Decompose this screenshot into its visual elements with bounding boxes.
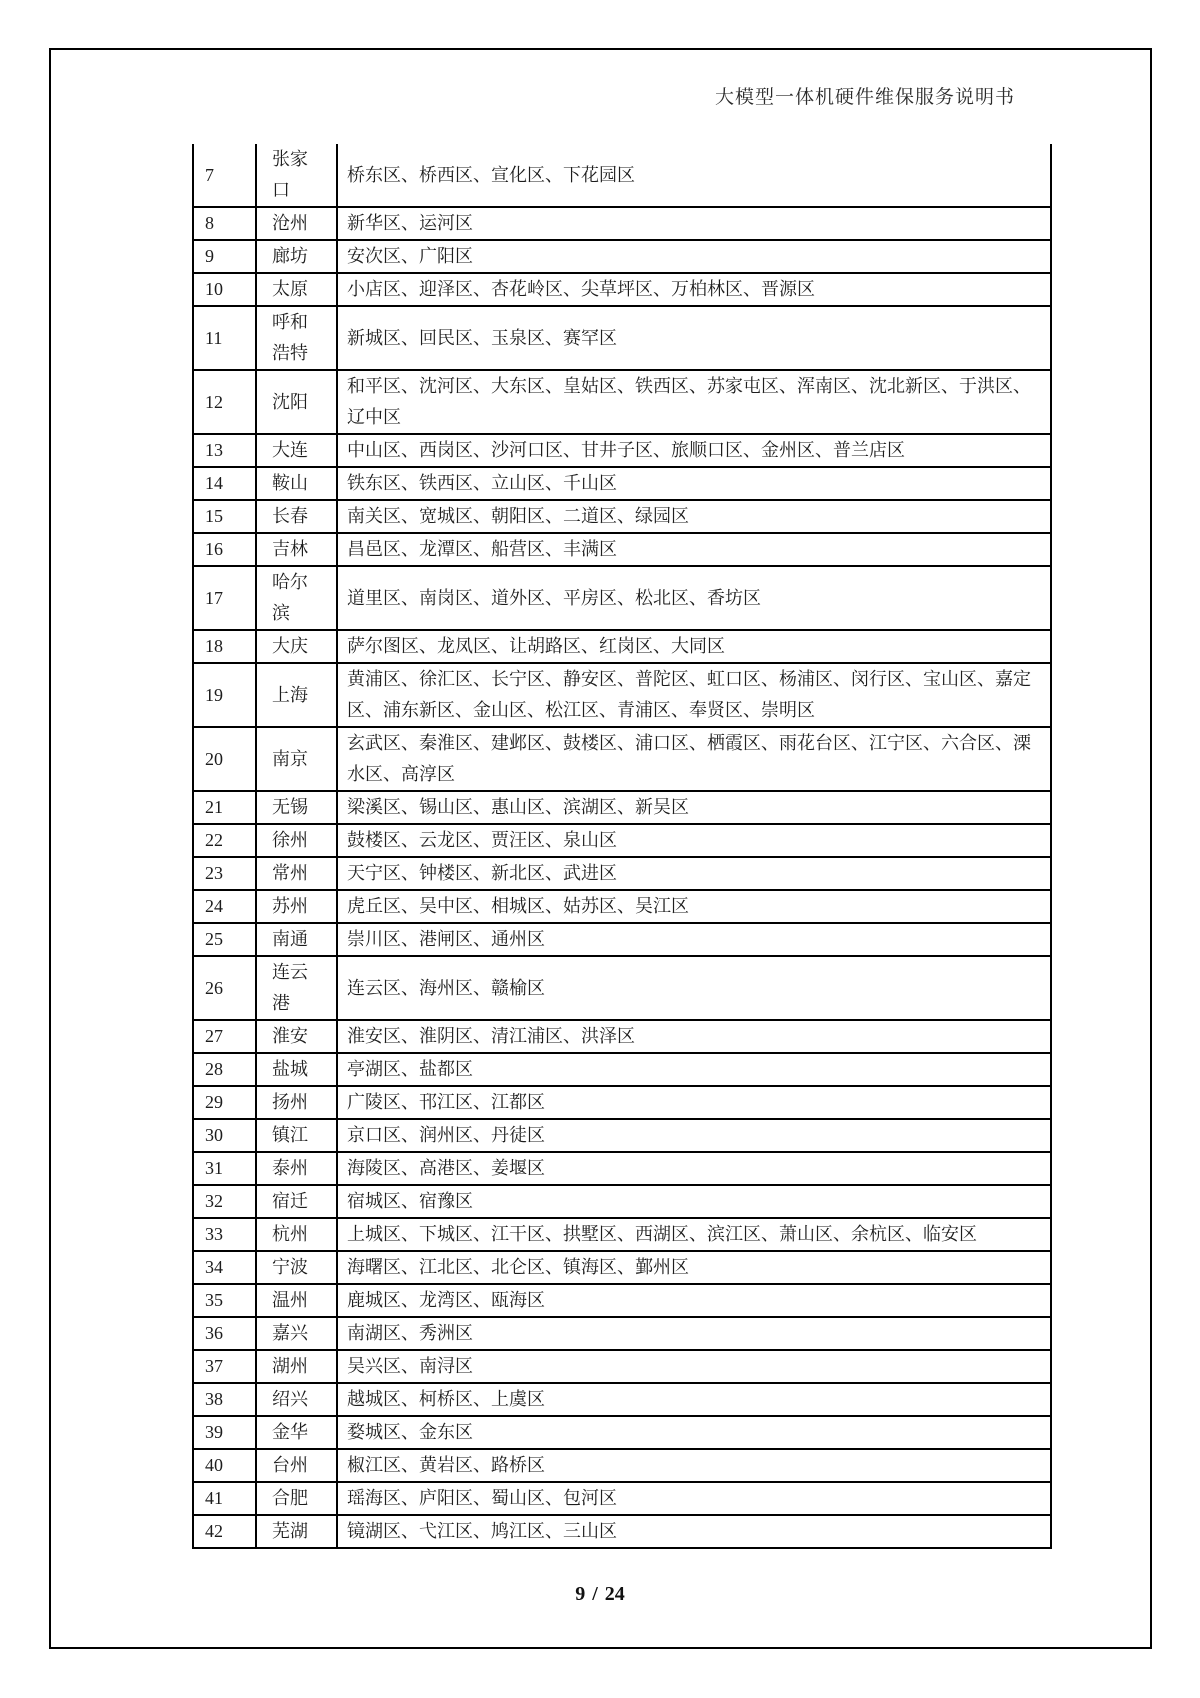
districts-cell: 吴兴区、南浔区 bbox=[337, 1350, 1051, 1383]
table-row bbox=[193, 533, 1051, 566]
row-number-cell: 16 bbox=[193, 533, 256, 566]
row-number-cell: 26 bbox=[193, 956, 256, 1020]
table-row bbox=[193, 1152, 1051, 1185]
city-cell: 金华 bbox=[256, 1416, 337, 1449]
districts-cell: 鹿城区、龙湾区、瓯海区 bbox=[337, 1284, 1051, 1317]
city-cell: 温州 bbox=[256, 1284, 337, 1317]
city-cell: 鞍山 bbox=[256, 467, 337, 500]
city-cell: 绍兴 bbox=[256, 1383, 337, 1416]
city-cell: 芜湖 bbox=[256, 1515, 337, 1548]
districts-cell: 宿城区、宿豫区 bbox=[337, 1185, 1051, 1218]
city-cell: 扬州 bbox=[256, 1086, 337, 1119]
districts-cell: 中山区、西岗区、沙河口区、甘井子区、旅顺口区、金州区、普兰店区 bbox=[337, 434, 1051, 467]
table-row bbox=[193, 1086, 1051, 1119]
districts-cell: 天宁区、钟楼区、新北区、武进区 bbox=[337, 857, 1051, 890]
table-row bbox=[193, 306, 1051, 370]
document-header-title: 大模型一体机硬件维保服务说明书 bbox=[714, 87, 1015, 108]
table-row bbox=[193, 1053, 1051, 1086]
districts-cell: 椒江区、黄岩区、路桥区 bbox=[337, 1449, 1051, 1482]
table-row bbox=[193, 1416, 1051, 1449]
districts-cell: 鼓楼区、云龙区、贾汪区、泉山区 bbox=[337, 824, 1051, 857]
city-cell: 沈阳 bbox=[256, 370, 337, 434]
row-number-cell: 19 bbox=[193, 663, 256, 727]
row-number-cell: 25 bbox=[193, 923, 256, 956]
city-cell: 淮安 bbox=[256, 1020, 337, 1053]
city-cell: 合肥 bbox=[256, 1482, 337, 1515]
city-cell: 太原 bbox=[256, 273, 337, 306]
row-number-cell: 17 bbox=[193, 566, 256, 630]
row-number-cell: 21 bbox=[193, 791, 256, 824]
row-number-cell: 11 bbox=[193, 306, 256, 370]
row-number-cell: 36 bbox=[193, 1317, 256, 1350]
table-row bbox=[193, 727, 1051, 791]
row-number-cell: 15 bbox=[193, 500, 256, 533]
city-cell: 沧州 bbox=[256, 207, 337, 240]
table-row bbox=[193, 1218, 1051, 1251]
districts-cell: 新城区、回民区、玉泉区、赛罕区 bbox=[337, 306, 1051, 370]
city-cell: 长春 bbox=[256, 500, 337, 533]
row-number-cell: 37 bbox=[193, 1350, 256, 1383]
districts-cell: 南湖区、秀洲区 bbox=[337, 1317, 1051, 1350]
table-row bbox=[193, 144, 1051, 207]
table-row bbox=[193, 1317, 1051, 1350]
city-cell: 连云港 bbox=[256, 956, 337, 1020]
city-cell: 盐城 bbox=[256, 1053, 337, 1086]
districts-cell: 安次区、广阳区 bbox=[337, 240, 1051, 273]
city-cell: 张家口 bbox=[256, 144, 337, 207]
table-row bbox=[193, 824, 1051, 857]
table-row bbox=[193, 1020, 1051, 1053]
districts-cell: 海曙区、江北区、北仑区、镇海区、鄞州区 bbox=[337, 1251, 1051, 1284]
row-number-cell: 32 bbox=[193, 1185, 256, 1218]
districts-cell: 梁溪区、锡山区、惠山区、滨湖区、新吴区 bbox=[337, 791, 1051, 824]
districts-cell: 京口区、润州区、丹徒区 bbox=[337, 1119, 1051, 1152]
row-number-cell: 40 bbox=[193, 1449, 256, 1482]
page-number bbox=[0, 1583, 1200, 1606]
row-number-cell: 24 bbox=[193, 890, 256, 923]
city-cell: 常州 bbox=[256, 857, 337, 890]
table-row bbox=[193, 370, 1051, 434]
row-number-cell: 20 bbox=[193, 727, 256, 791]
city-cell: 宿迁 bbox=[256, 1185, 337, 1218]
table-row bbox=[193, 1383, 1051, 1416]
row-number-cell: 13 bbox=[193, 434, 256, 467]
table-row bbox=[193, 630, 1051, 663]
city-cell: 南通 bbox=[256, 923, 337, 956]
row-number-cell: 14 bbox=[193, 467, 256, 500]
districts-cell: 越城区、柯桥区、上虞区 bbox=[337, 1383, 1051, 1416]
table-row bbox=[193, 467, 1051, 500]
table-row bbox=[193, 663, 1051, 727]
row-number-cell: 41 bbox=[193, 1482, 256, 1515]
districts-cell: 崇川区、港闸区、通州区 bbox=[337, 923, 1051, 956]
city-cell: 吉林 bbox=[256, 533, 337, 566]
districts-cell: 婺城区、金东区 bbox=[337, 1416, 1051, 1449]
row-number-cell: 18 bbox=[193, 630, 256, 663]
districts-cell: 海陵区、高港区、姜堰区 bbox=[337, 1152, 1051, 1185]
districts-cell: 连云区、海州区、赣榆区 bbox=[337, 956, 1051, 1020]
districts-cell: 亭湖区、盐都区 bbox=[337, 1053, 1051, 1086]
table-row bbox=[193, 240, 1051, 273]
table-row bbox=[193, 956, 1051, 1020]
city-cell: 宁波 bbox=[256, 1251, 337, 1284]
districts-cell: 小店区、迎泽区、杏花岭区、尖草坪区、万柏林区、晋源区 bbox=[337, 273, 1051, 306]
districts-cell: 铁东区、铁西区、立山区、千山区 bbox=[337, 467, 1051, 500]
table-row bbox=[193, 1251, 1051, 1284]
districts-cell: 玄武区、秦淮区、建邺区、鼓楼区、浦口区、栖霞区、雨花台区、江宁区、六合区、溧水区、高淳区 bbox=[337, 727, 1051, 791]
city-cell: 泰州 bbox=[256, 1152, 337, 1185]
city-cell: 上海 bbox=[256, 663, 337, 727]
row-number-cell: 38 bbox=[193, 1383, 256, 1416]
page-number-separator: / bbox=[592, 1583, 598, 1605]
row-number-cell: 12 bbox=[193, 370, 256, 434]
table-row bbox=[193, 500, 1051, 533]
row-number-cell: 28 bbox=[193, 1053, 256, 1086]
row-number-cell: 33 bbox=[193, 1218, 256, 1251]
row-number-cell: 31 bbox=[193, 1152, 256, 1185]
table-row bbox=[193, 791, 1051, 824]
table-row bbox=[193, 923, 1051, 956]
districts-cell: 萨尔图区、龙凤区、让胡路区、红岗区、大同区 bbox=[337, 630, 1051, 663]
row-number-cell: 10 bbox=[193, 273, 256, 306]
districts-cell: 虎丘区、吴中区、相城区、姑苏区、吴江区 bbox=[337, 890, 1051, 923]
table-row bbox=[193, 273, 1051, 306]
table-row bbox=[193, 1350, 1051, 1383]
districts-cell: 新华区、运河区 bbox=[337, 207, 1051, 240]
row-number-cell: 8 bbox=[193, 207, 256, 240]
districts-cell: 道里区、南岗区、道外区、平房区、松北区、香坊区 bbox=[337, 566, 1051, 630]
table-row bbox=[193, 1185, 1051, 1218]
districts-cell: 桥东区、桥西区、宣化区、下花园区 bbox=[337, 144, 1051, 207]
table-row bbox=[193, 566, 1051, 630]
row-number-cell: 29 bbox=[193, 1086, 256, 1119]
city-cell: 湖州 bbox=[256, 1350, 337, 1383]
city-cell: 苏州 bbox=[256, 890, 337, 923]
table-row bbox=[193, 434, 1051, 467]
page-number-current: 9 bbox=[575, 1583, 586, 1605]
city-cell: 大庆 bbox=[256, 630, 337, 663]
row-number-cell: 30 bbox=[193, 1119, 256, 1152]
row-number-cell: 9 bbox=[193, 240, 256, 273]
districts-cell: 瑶海区、庐阳区、蜀山区、包河区 bbox=[337, 1482, 1051, 1515]
city-cell: 廊坊 bbox=[256, 240, 337, 273]
row-number-cell: 39 bbox=[193, 1416, 256, 1449]
row-number-cell: 23 bbox=[193, 857, 256, 890]
city-cell: 哈尔滨 bbox=[256, 566, 337, 630]
city-cell: 无锡 bbox=[256, 791, 337, 824]
city-cell: 杭州 bbox=[256, 1218, 337, 1251]
districts-cell: 昌邑区、龙潭区、船营区、丰满区 bbox=[337, 533, 1051, 566]
city-cell: 南京 bbox=[256, 727, 337, 791]
table-row bbox=[193, 207, 1051, 240]
table-row bbox=[193, 1482, 1051, 1515]
table-row bbox=[193, 1119, 1051, 1152]
page-number-total: 24 bbox=[604, 1583, 625, 1605]
row-number-cell: 35 bbox=[193, 1284, 256, 1317]
table-row bbox=[193, 1515, 1051, 1548]
districts-cell: 上城区、下城区、江干区、拱墅区、西湖区、滨江区、萧山区、余杭区、临安区 bbox=[337, 1218, 1051, 1251]
table-row bbox=[193, 857, 1051, 890]
row-number-cell: 22 bbox=[193, 824, 256, 857]
row-number-cell: 34 bbox=[193, 1251, 256, 1284]
city-cell: 镇江 bbox=[256, 1119, 337, 1152]
row-number-cell: 7 bbox=[193, 144, 256, 207]
districts-cell: 南关区、宽城区、朝阳区、二道区、绿园区 bbox=[337, 500, 1051, 533]
city-cell: 大连 bbox=[256, 434, 337, 467]
table-row bbox=[193, 1449, 1051, 1482]
city-cell: 嘉兴 bbox=[256, 1317, 337, 1350]
table-row bbox=[193, 1284, 1051, 1317]
districts-cell: 黄浦区、徐汇区、长宁区、静安区、普陀区、虹口区、杨浦区、闵行区、宝山区、嘉定区、浦东新区、金山区、松江区、青浦区、奉贤区、崇明区 bbox=[337, 663, 1051, 727]
districts-cell: 广陵区、邗江区、江都区 bbox=[337, 1086, 1051, 1119]
row-number-cell: 42 bbox=[193, 1515, 256, 1548]
row-number-cell: 27 bbox=[193, 1020, 256, 1053]
districts-cell: 镜湖区、弋江区、鸠江区、三山区 bbox=[337, 1515, 1051, 1548]
city-cell: 呼和浩特 bbox=[256, 306, 337, 370]
city-district-table bbox=[192, 144, 1052, 1549]
districts-cell: 和平区、沈河区、大东区、皇姑区、铁西区、苏家屯区、浑南区、沈北新区、于洪区、辽中区 bbox=[337, 370, 1051, 434]
city-cell: 台州 bbox=[256, 1449, 337, 1482]
city-cell: 徐州 bbox=[256, 824, 337, 857]
table-row bbox=[193, 890, 1051, 923]
districts-cell: 淮安区、淮阴区、清江浦区、洪泽区 bbox=[337, 1020, 1051, 1053]
